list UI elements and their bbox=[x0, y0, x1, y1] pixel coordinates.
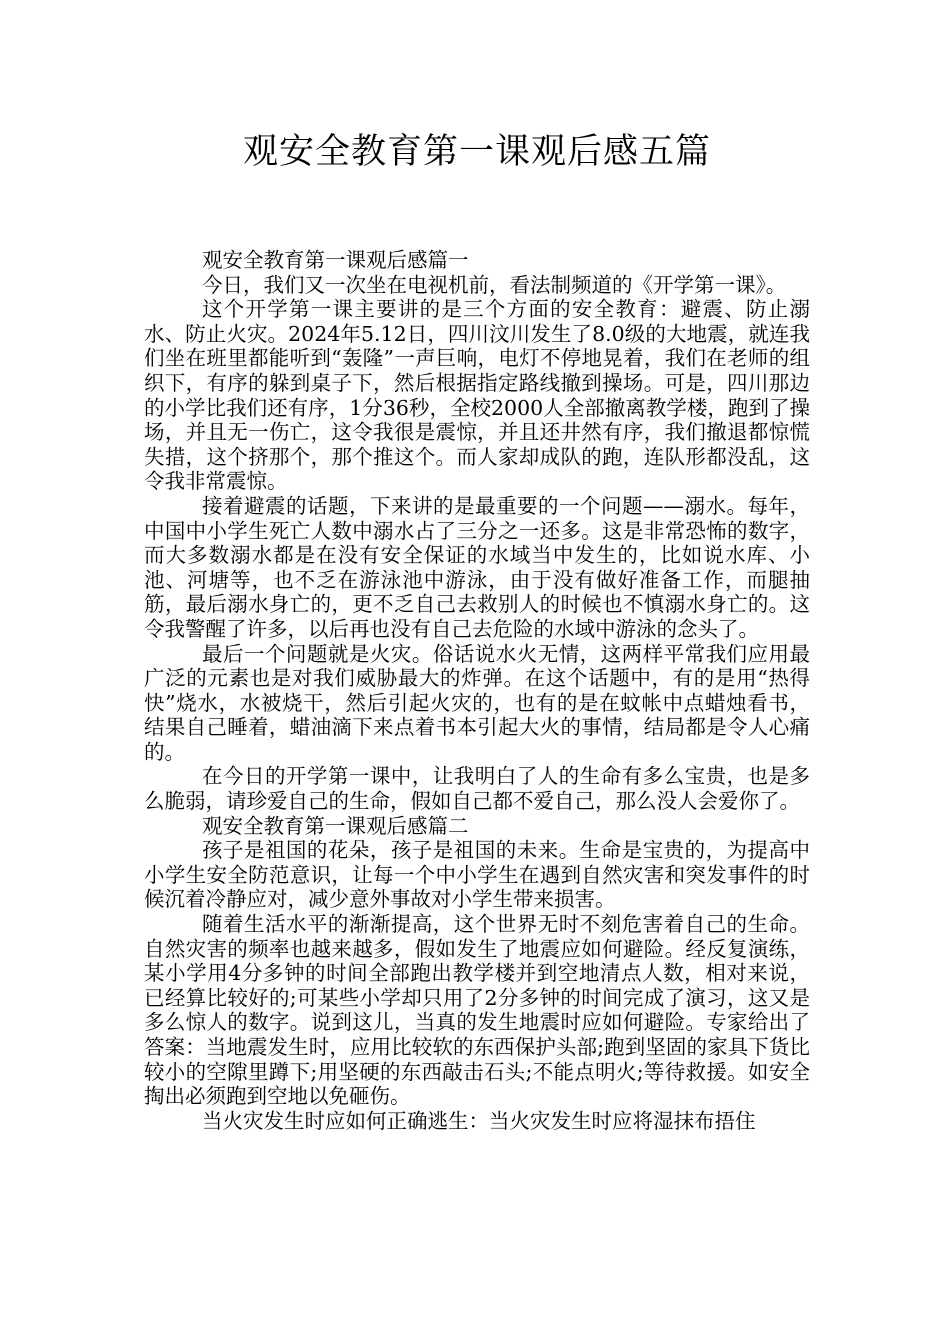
paragraph: 随着生活水平的渐渐提高，这个世界无时不刻危害着自己的生命。自然灾害的频率也越来越多，假如发生了地震应如何避险。经反复演练，某小学用4分多钟的时间全部跑出教学楼并到空地清点人数，相对来说，已经算比较好的;可某些小学却只用了2分多钟的时间完成了演习，这又是多么惊人的数字。说到这儿，当真的发生地震时应如何避险。专家给出了答案：当地震发生时，应用比较软的东西保护头部;跑到坚固的家具下货比较小的空隙里蹲下;用坚硬的东西敲击石头;不能点明火;等待救援。如安全掏出必须跑到空地以免砸伤。 bbox=[144, 912, 810, 1109]
paragraph: 当火灾发生时应如何正确逃生：当火灾发生时应将湿抹布捂住 bbox=[202, 1108, 756, 1133]
section-heading-1: 观安全教育第一课观后感篇一 bbox=[202, 248, 469, 272]
paragraph: 这个开学第一课主要讲的是三个方面的安全教育：避震、防止溺水、防止火灾。2024年5.12日，四川汶川发生了8.0级的大地震，就连我们坐在班里都能听到“轰隆”一声巨响，电灯不停地晃着，我们在老师的组织下，有序的躲到桌子下，然后根据指定路线撤到操场。可是，四川那边的小学比我们还有序，1分36秒，全校2000人全部撤离教学楼，跑到了操场，并且无一伤亡，这令我很是震惊，并且还井然有序，我们撤退都惊慌失措，这个挤那个，那个推这个。而人家却成队的跑，连队形都没乱，这令我非常震惊。 bbox=[144, 297, 810, 494]
document-body bbox=[144, 248, 810, 1133]
paragraph: 在今日的开学第一课中，让我明白了人的生命有多么宝贵，也是多么脆弱，请珍爱自己的生命，假如自己都不爱自己，那么没人会爱你了。 bbox=[144, 764, 810, 814]
section-heading-2: 观安全教育第一课观后感篇二 bbox=[202, 813, 469, 838]
document-title: 观安全教育第一课观后感五篇 bbox=[242, 132, 711, 172]
paragraph: 今日，我们又一次坐在电视机前，看法制频道的《开学第一课》。 bbox=[202, 272, 787, 297]
paragraph: 接着避震的话题，下来讲的是最重要的一个问题——溺水。每年，中国中小学生死亡人数中溺水占了三分之一还多。这是非常恐怖的数字，而大多数溺水都是在没有安全保证的水域当中发生的，比如说水库、小池、河塘等，也不乏在游泳池中游泳，由于没有做好准备工作，而腿抽筋，最后溺水身亡的，更不乏自己去救别人的时候也不慎溺水身亡的。这令我警醒了许多，以后再也没有自己去危险的水域中游泳的念头了。 bbox=[144, 493, 810, 641]
paragraph: 最后一个问题就是火灾。俗话说水火无情，这两样平常我们应用最广泛的元素也是对我们威胁最大的炸弹。在这个话题中，有的是用“热得快”烧水，水被烧干，然后引起火灾的，也有的是在蚊帐中点蜡烛看书，结果自己睡着，蜡油滴下来点着书本引起大火的事情，结局都是令人心痛的。 bbox=[144, 641, 810, 764]
paragraph: 孩子是祖国的花朵，孩子是祖国的未来。生命是宝贵的，为提高中小学生安全防范意识，让每一个中小学生在遇到自然灾害和突发事件的时候沉着冷静应对，减少意外事故对小学生带来损害。 bbox=[144, 838, 810, 912]
